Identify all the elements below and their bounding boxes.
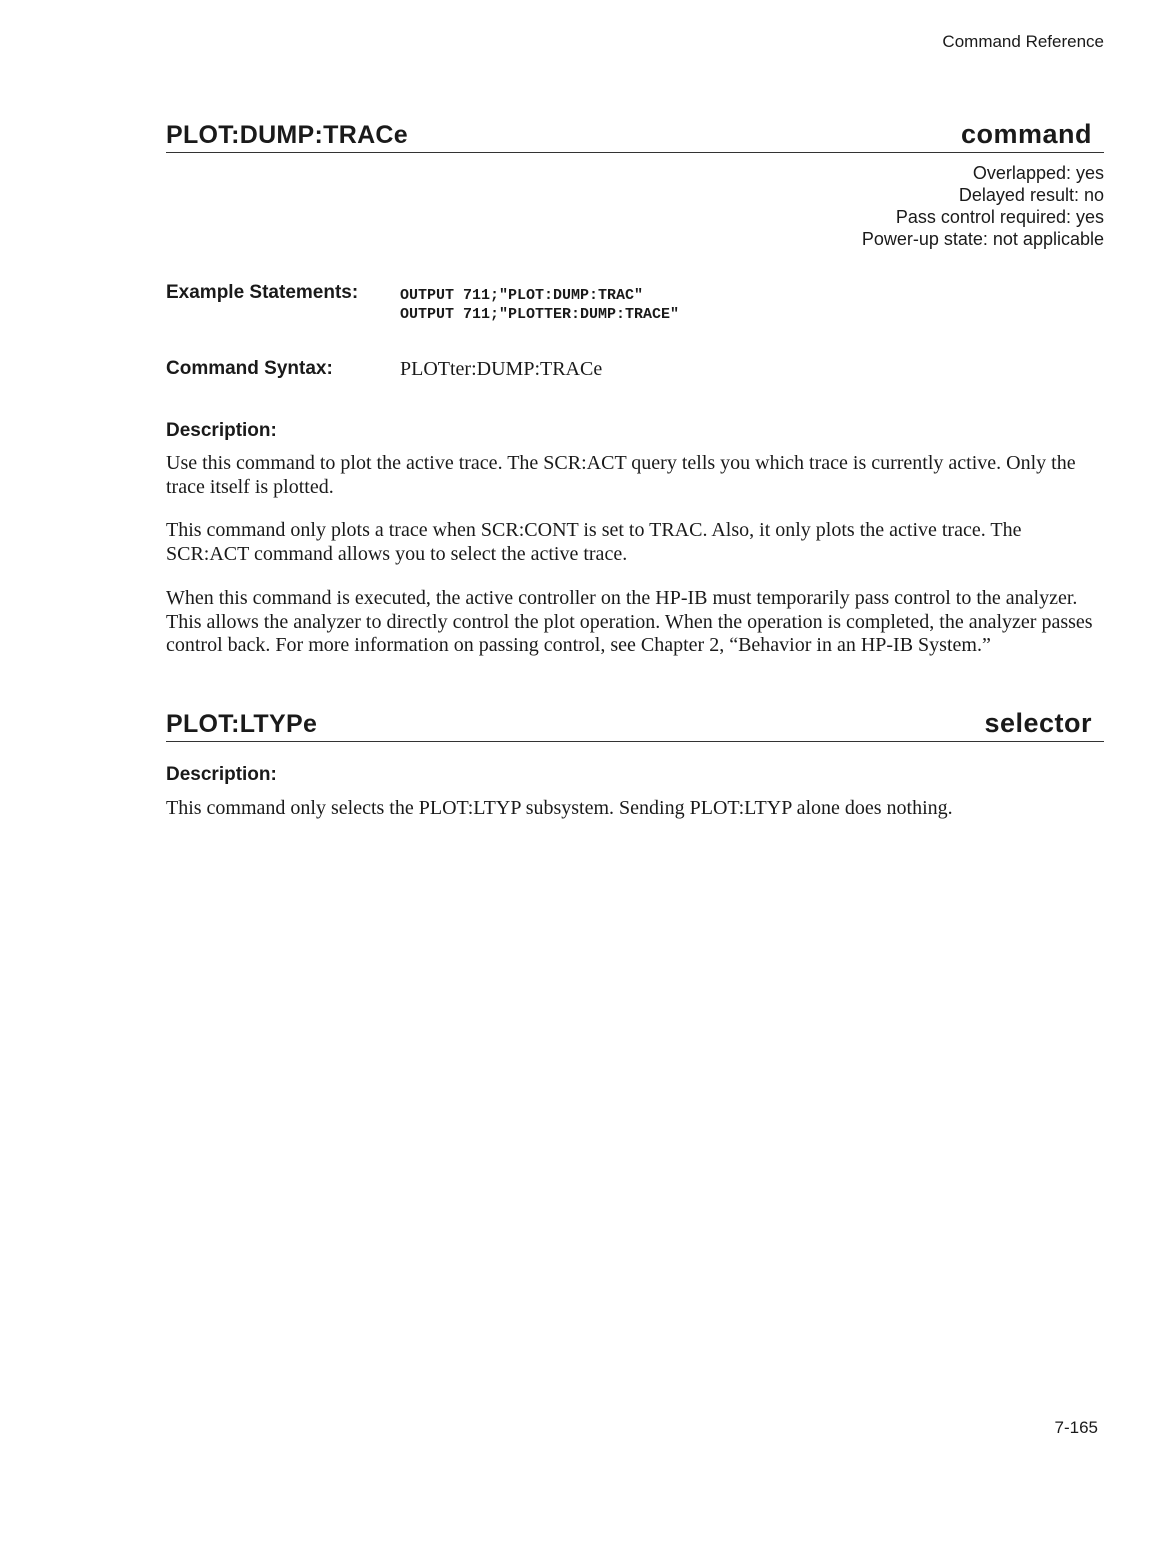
section-heading-plot-ltype — [166, 707, 1104, 742]
example-statement-1: OUTPUT 711;"PLOT:DUMP:TRAC" — [400, 287, 644, 304]
attr-delayed-result: Delayed result: no — [958, 185, 1104, 205]
command-kind: command — [960, 119, 1092, 149]
running-header: Command Reference — [942, 32, 1104, 51]
description-label: Description: — [166, 764, 277, 785]
description-paragraph-1: Use this command to plot the active trace. The SCR:ACT query tells you which trace is currently active. Only the trace itself is plotted. — [166, 452, 1076, 498]
page-number: 7-165 — [1054, 1418, 1098, 1437]
command-title: PLOT:LTYPe — [166, 710, 318, 738]
example-statements-label: Example Statements: — [166, 282, 359, 303]
attr-overlapped: Overlapped: yes — [972, 163, 1104, 183]
command-title: PLOT:DUMP:TRACe — [166, 121, 408, 149]
description-paragraph-3: When this command is executed, the active controller on the HP-IB must temporarily pass control to the analyzer. This allows the analyzer to directly control the plot operation. When the operation is completed, the analyzer passes control back. For more information on passing control, see Chapter 2, “Behavior in an HP-IB System.” — [166, 587, 1093, 656]
attr-pass-control: Pass control required: yes — [895, 207, 1104, 227]
example-statement-2: OUTPUT 711;"PLOTTER:DUMP:TRACE" — [400, 306, 680, 323]
command-syntax-label: Command Syntax: — [166, 358, 333, 379]
command-kind: selector — [984, 708, 1092, 738]
description-paragraph-1: This command only selects the PLOT:LTYP subsystem. Sending PLOT:LTYP alone does nothing. — [166, 797, 953, 819]
command-attributes — [862, 162, 1104, 250]
section-heading-plot-dump-trace — [166, 118, 1104, 153]
command-syntax: PLOTter:DUMP:TRACe — [400, 358, 603, 380]
description-label: Description: — [166, 420, 277, 441]
attr-power-up-state: Power-up state: not applicable — [861, 229, 1104, 249]
description-paragraph-2: This command only plots a trace when SCR:CONT is set to TRAC. Also, it only plots the active trace. The SCR:ACT command allows you to select the active trace. — [166, 519, 1022, 565]
